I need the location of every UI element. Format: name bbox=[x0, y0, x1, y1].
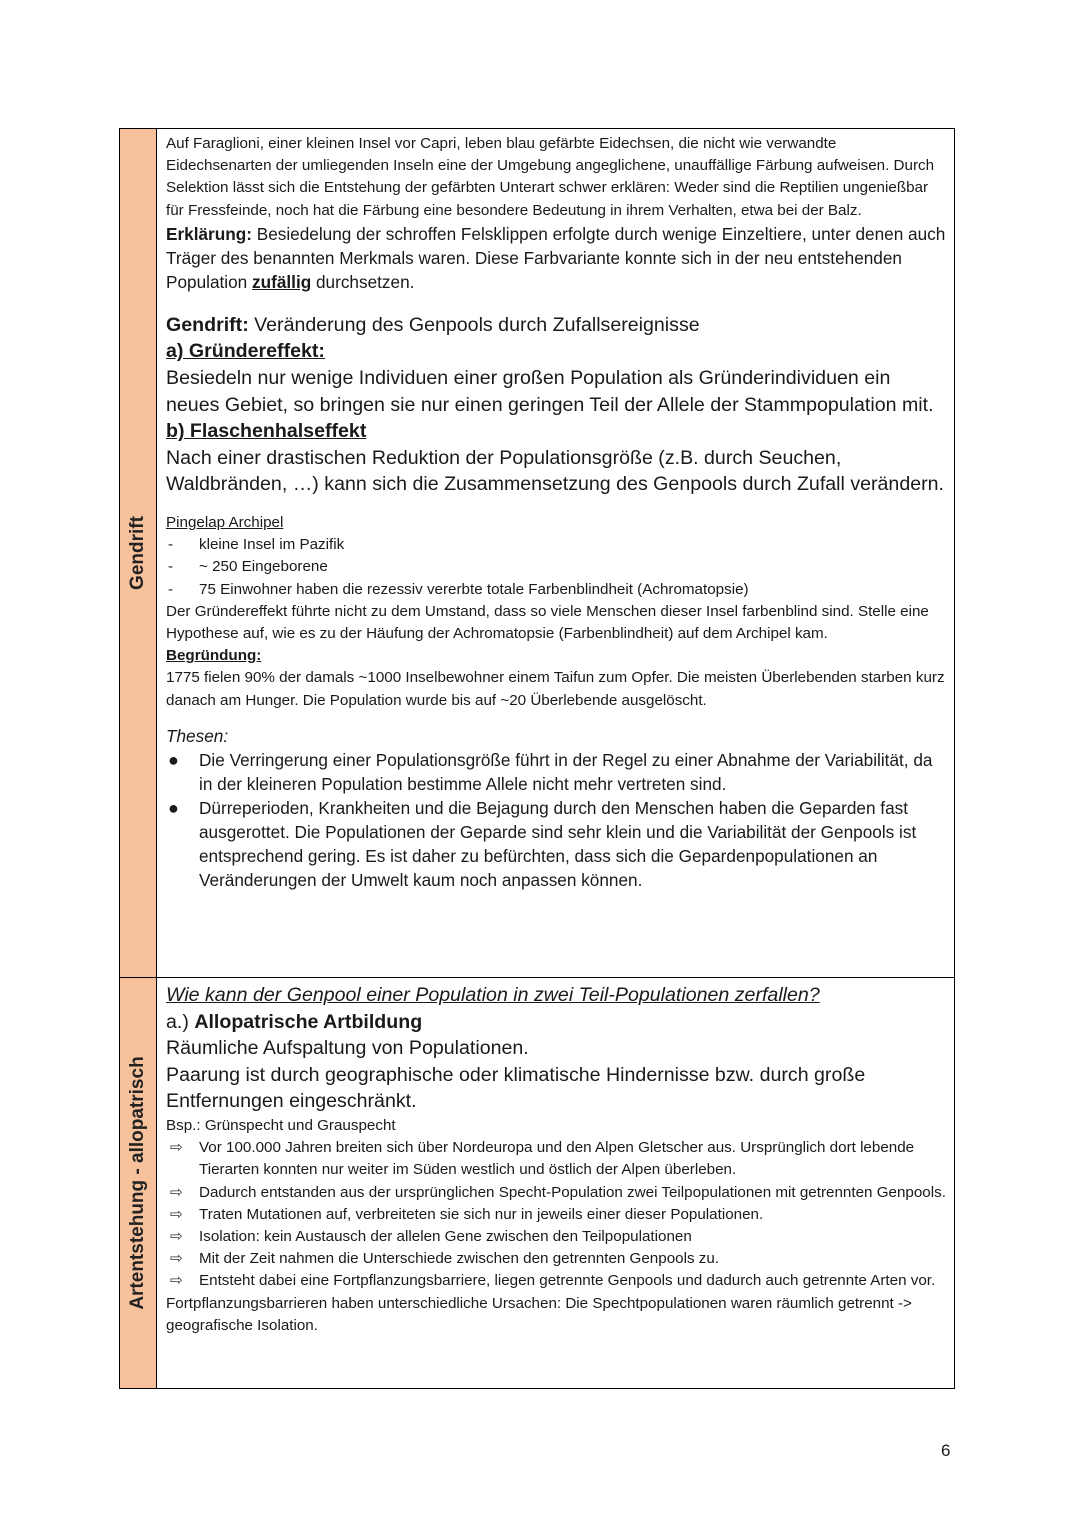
list-item: ● Die Verringerung einer Populationsgröße führt in der Regel zu einer Abnahme der Variabilität, da in der kleineren Population bestimme Allele nicht mehr vertreten sind. bbox=[168, 749, 933, 794]
speciation-conclusion: Fortpflanzungsbarrieren haben unterschiedliche Ursachen: Die Spechtpopulationen waren räumlich getrennt -> geografische Isolation. bbox=[166, 1294, 912, 1334]
example-list bbox=[166, 534, 946, 601]
example-title: Pingelap Archipel bbox=[166, 513, 284, 531]
section-speciation bbox=[120, 978, 954, 1388]
explanation-emphasis: zufällig bbox=[252, 271, 312, 292]
list-item: ⇨ Vor 100.000 Jahren breiten sich über Nordeuropa und den Alpen Gletscher aus. Ursprünglich dort lebende Tierarten konnten nur weiter im Süden westlich und östlich der Alpen überleben. bbox=[170, 1139, 915, 1179]
list-item: ⇨ Entsteht dabei eine Fortpflanzungsbarriere, liegen getrennte Genpools und dadurch auch getrennte Arten vor. bbox=[166, 1270, 946, 1292]
bottleneck-effect-text: Nach einer drastischen Reduktion der Populationsgröße (z.B. durch Seuchen, Waldbränden, …) kann sich die Zusammensetzung des Genpools durch Zufall verändern. bbox=[166, 446, 944, 496]
speciation-question: Wie kann der Genpool einer Population in zwei Teil-Populationen zerfallen? bbox=[166, 984, 820, 1006]
side-column bbox=[120, 978, 157, 1388]
side-column bbox=[120, 129, 157, 977]
section-content bbox=[157, 129, 954, 977]
founder-effect-text: Besiedeln nur wenige Individuen einer großen Population als Gründerindividuen ein neues Gebiet, so bringen sie nur einen geringen Teil der Allele der Stammpopulation mit. bbox=[166, 367, 934, 416]
explanation-paragraph: Erklärung: Besiedelung der schroffen Felsklippen erfolgte durch wenige Einzeltiere, unter denen auch Träger des benannten Merkmals waren. Diese Farbvariante konnte sich in der neu entstehenden Population zufällig durchsetzen. bbox=[166, 223, 946, 292]
arrow-icon: ⇨ bbox=[170, 1183, 183, 1201]
page-number: 6 bbox=[941, 1441, 951, 1460]
speciation-example-label: Bsp.: Grünspecht und Grauspecht bbox=[166, 1116, 396, 1134]
speciation-line2: Paarung ist durch geographische oder klimatische Hindernisse bzw. durch große Entfernungen eingeschränkt. bbox=[166, 1063, 866, 1113]
example-question: Der Gründereffekt führte nicht zu dem Umstand, dass so viele Menschen dieser Insel farbenblind sind. Stelle eine Hypothese auf, wie es zu der Häufung der Achromatopsie (Farbenblindheit) auf dem Archipel kam. bbox=[166, 602, 929, 642]
speciation-line1: Räumliche Aufspaltung von Populationen. bbox=[166, 1037, 529, 1060]
list-item: ⇨ Traten Mutationen auf, verbreiteten sie sich nur in jeweils einer dieser Populationen. bbox=[166, 1204, 946, 1226]
list-item: ⇨ Mit der Zeit nahmen die Unterschiede zwischen den getrennten Genpools zu. bbox=[166, 1248, 946, 1270]
list-item: ● Dürreperioden, Krankheiten und die Bejagung durch den Menschen haben die Geparden fast ausgerottet. Die Populationen der Geparde sind sehr klein und die Variabilität der Genpools ist entsprechend gering. Es ist daher zu befürchten, dass sich die Gepardenpopulationen an Veränderungen der Umwelt kaum noch anpassen können. bbox=[168, 797, 917, 890]
speciation-list bbox=[166, 1137, 946, 1292]
gendrift-definition: Gendrift: Veränderung des Genpools durch Zufallsereignisse bbox=[166, 313, 700, 336]
content-table bbox=[119, 128, 955, 1389]
section-gendrift bbox=[120, 129, 954, 978]
side-label: Gendrift bbox=[127, 516, 148, 590]
explanation-label: Erklärung: bbox=[166, 223, 252, 244]
founder-effect-title: a) Gründereffekt: bbox=[166, 340, 325, 363]
arrow-icon: ⇨ bbox=[170, 1250, 183, 1268]
arrow-icon: ⇨ bbox=[170, 1205, 183, 1223]
list-item: - kleine Insel im Pazifik bbox=[168, 536, 345, 554]
list-item: ⇨ Dadurch entstanden aus der ursprünglichen Specht-Population zwei Teilpopulationen mit getrennten Genpools. bbox=[166, 1182, 946, 1204]
list-item: ⇨ Isolation: kein Austausch der allelen Gene zwischen den Teilpopulationen bbox=[166, 1226, 946, 1248]
arrow-icon: ⇨ bbox=[170, 1227, 183, 1245]
theses-list bbox=[166, 748, 946, 892]
reason-text: 1775 fielen 90% der damals ~1000 Inselbewohner einem Taifun zum Opfer. Die meisten Überlebenden starben kurz danach am Hunger. Die Population wurde bis auf ~20 Überlebende ausgelöscht. bbox=[166, 669, 945, 709]
bottleneck-effect-title: b) Flaschenhalseffekt bbox=[166, 420, 367, 443]
speciation-heading: a.) Allopatrische Artbildung bbox=[166, 1010, 423, 1033]
section-content bbox=[157, 978, 954, 1388]
arrow-icon: ⇨ bbox=[170, 1272, 183, 1290]
theses-label: Thesen: bbox=[166, 725, 229, 746]
reason-label: Begründung: bbox=[166, 647, 262, 665]
intro-paragraph: Auf Faraglioni, einer kleinen Insel vor Capri, leben blau gefärbte Eidechsen, die nicht wie verwandte Eidechsenarten der umliegenden Inseln eine der Umgebung angeglichene, unauffällige Färbung aufweisen. Durch Selektion lässt sich die Entstehung der gefärbten Unterart schwer erklären: Weder sind die Reptilien ungenießbar für Fressfeinde, noch hat die Färbung eine besondere Bedeutung in ihrem Verhalten, etwa bei der Balz. bbox=[166, 135, 935, 219]
list-item: - 75 Einwohner haben die rezessiv vererbte totale Farbenblindheit (Achromatopsie) bbox=[168, 580, 749, 598]
side-label: Artentstehung - allopatrisch bbox=[127, 1056, 148, 1310]
arrow-icon: ⇨ bbox=[170, 1139, 183, 1157]
list-item: - ~ 250 Eingeborene bbox=[168, 558, 328, 576]
